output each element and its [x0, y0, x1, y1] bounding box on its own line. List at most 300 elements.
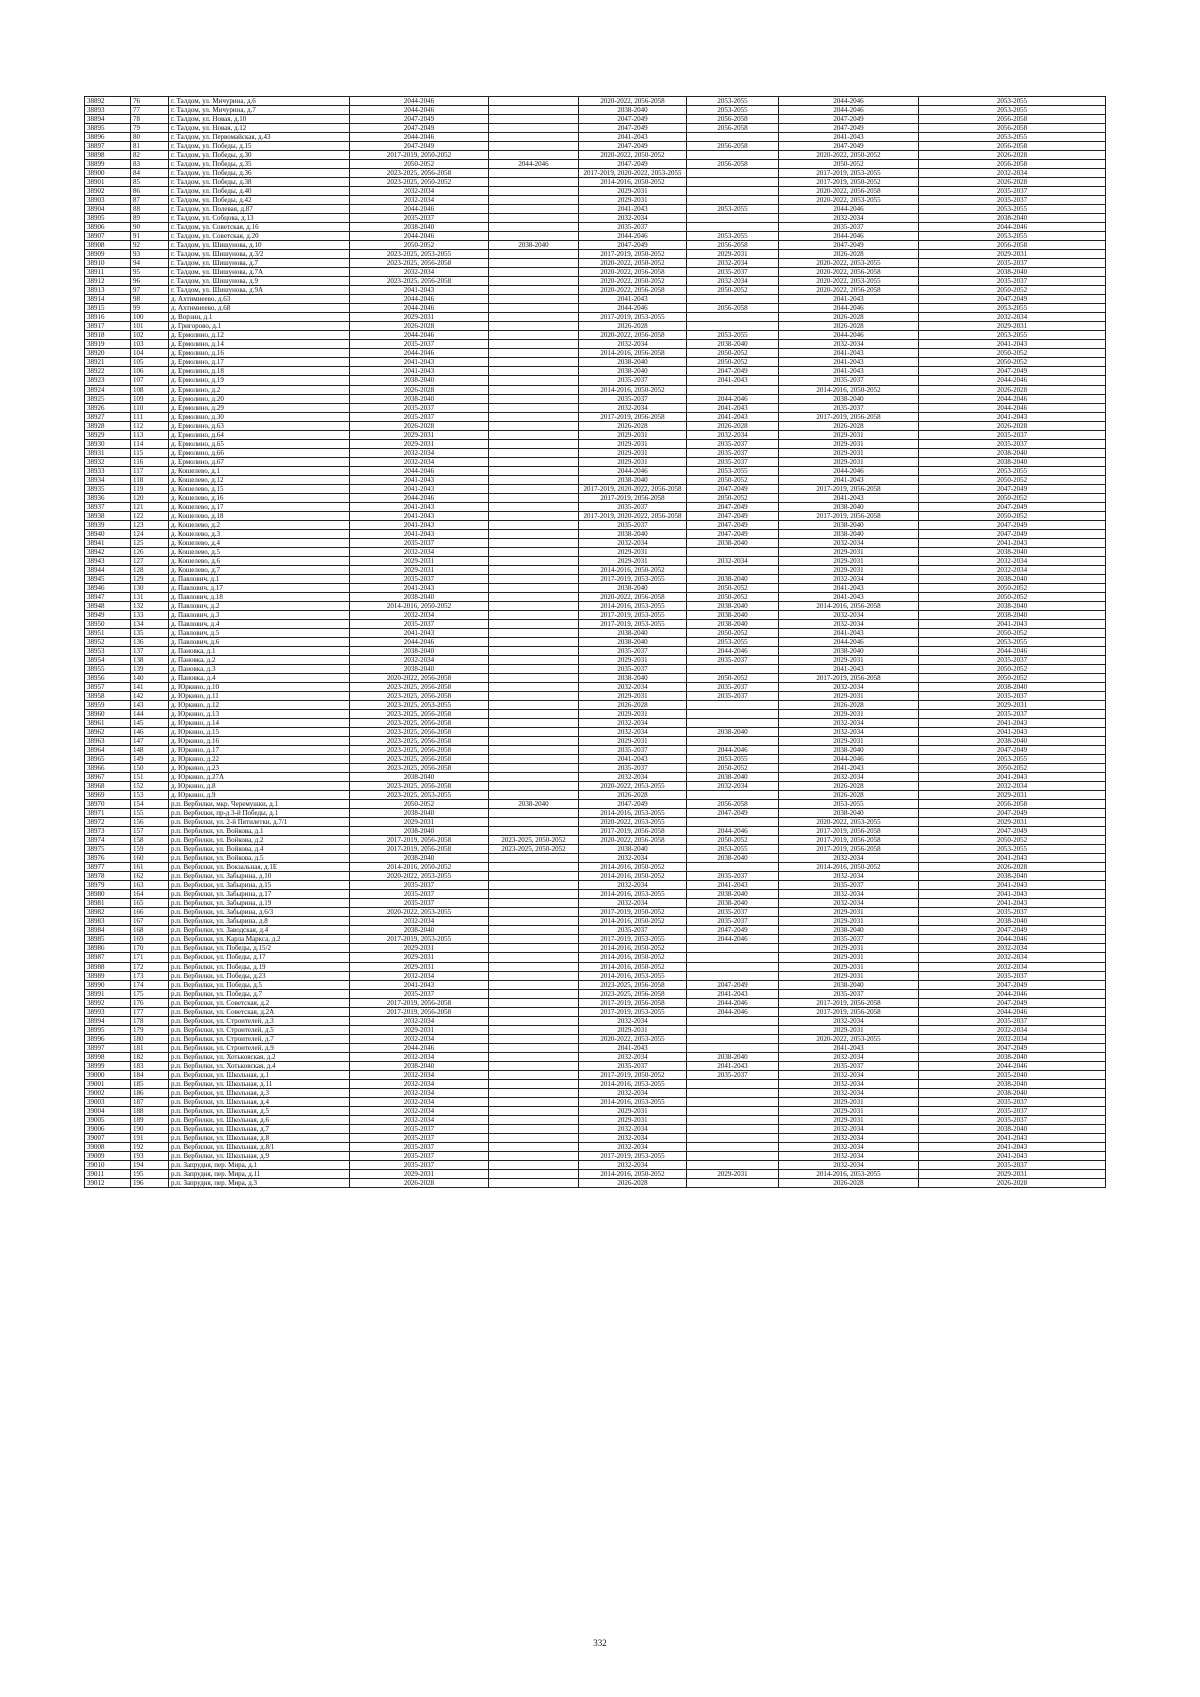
table-cell: 154 [131, 800, 169, 809]
table-cell: 2020-2022, 2056-2058 [579, 268, 687, 277]
table-cell: 146 [131, 728, 169, 737]
table-cell: 2047-2049 [919, 367, 1106, 376]
table-cell: 2041-2043 [350, 628, 489, 637]
table-cell: 2014-2016, 2053-2055 [579, 1097, 687, 1106]
table-cell: 2038-2040 [919, 1124, 1106, 1133]
table-cell: 130 [131, 583, 169, 592]
table-cell: д. Кошелево, д.18 [169, 511, 350, 520]
table-cell [489, 205, 579, 214]
table-cell: 2035-2037 [579, 764, 687, 773]
table-cell: р.п. Вербилки, ул. Хотьковская, д.4 [169, 1061, 350, 1070]
table-cell: 2032-2034 [687, 430, 779, 439]
table-cell: 2032-2034 [350, 187, 489, 196]
table-cell: 2032-2034 [779, 854, 919, 863]
table-cell: 131 [131, 592, 169, 601]
table-row [85, 1052, 1106, 1061]
table-cell: 142 [131, 692, 169, 701]
table-cell: 2032-2034 [579, 773, 687, 782]
table-cell: р.п. Вербилки, ул. Войкова, д.2 [169, 836, 350, 845]
table-cell: 2038-2040 [687, 601, 779, 610]
table-row [85, 628, 1106, 637]
table-cell: 2038-2040 [779, 502, 919, 511]
table-cell: 2047-2049 [919, 529, 1106, 538]
table-cell: г. Талдом, ул. Шишунова, д.7А [169, 268, 350, 277]
table-cell: 2029-2031 [579, 692, 687, 701]
table-cell: 2044-2046 [350, 349, 489, 358]
table-cell: 2020-2022, 2050-2052 [779, 151, 919, 160]
table-cell: 2032-2034 [579, 1160, 687, 1169]
table-cell: 2041-2043 [579, 1043, 687, 1052]
table-cell: 38933 [85, 466, 131, 475]
table-cell [489, 421, 579, 430]
table-cell: 2035-2037 [779, 989, 919, 998]
table-cell: 2047-2049 [779, 142, 919, 151]
table-cell: 38928 [85, 421, 131, 430]
table-cell: 2029-2031 [919, 250, 1106, 259]
table-cell: 2038-2040 [350, 1061, 489, 1070]
table-cell: 2038-2040 [350, 223, 489, 232]
table-cell [489, 899, 579, 908]
table-cell: 2032-2034 [919, 782, 1106, 791]
table-cell: г. Талдом, ул. Шишунова, д.9 [169, 277, 350, 286]
table-cell: р.п. Вербилки, ул. Забырина, д.15 [169, 881, 350, 890]
table-cell: 38949 [85, 610, 131, 619]
table-cell: 2047-2049 [687, 511, 779, 520]
table-cell: 2035-2037 [579, 376, 687, 385]
table-cell: 2032-2034 [350, 1034, 489, 1043]
table-cell: 2038-2040 [919, 448, 1106, 457]
table-cell: 115 [131, 448, 169, 457]
table-cell: 2014-2016, 2050-2052 [579, 863, 687, 872]
table-cell: д. Григорово, д.1 [169, 322, 350, 331]
table-cell: д. Юркино, д.27А [169, 773, 350, 782]
table-cell: 2035-2037 [779, 376, 919, 385]
table-cell: 2029-2031 [579, 737, 687, 746]
table-cell: 2032-2034 [779, 619, 919, 628]
table-cell [687, 1151, 779, 1160]
table-cell: 2029-2031 [350, 313, 489, 322]
table-cell: 38957 [85, 683, 131, 692]
table-cell [687, 322, 779, 331]
table-cell: 2038-2040 [579, 367, 687, 376]
table-cell: 2017-2019, 2056-2058 [350, 836, 489, 845]
table-row [85, 655, 1106, 664]
table-cell: 2017-2019, 2053-2055 [779, 169, 919, 178]
table-cell: 2038-2040 [779, 980, 919, 989]
table-cell: 151 [131, 773, 169, 782]
table-cell: 170 [131, 944, 169, 953]
table-cell: 2056-2058 [919, 142, 1106, 151]
table-cell: 158 [131, 836, 169, 845]
table-cell: 82 [131, 151, 169, 160]
table-cell: 38932 [85, 457, 131, 466]
table-cell: р.п. Вербилки, ул. Школьная, д.1 [169, 1070, 350, 1079]
table-cell [489, 556, 579, 565]
table-cell [489, 304, 579, 313]
table-cell: 2029-2031 [779, 692, 919, 701]
table-cell: 2050-2052 [687, 475, 779, 484]
table-cell: 2035-2037 [779, 935, 919, 944]
table-cell: 2029-2031 [579, 556, 687, 565]
table-cell: 2041-2043 [779, 367, 919, 376]
table-cell: 2032-2034 [350, 1106, 489, 1115]
table-cell: 2029-2031 [579, 457, 687, 466]
table-cell [489, 692, 579, 701]
table-cell: 2047-2049 [919, 980, 1106, 989]
table-cell: 2041-2043 [919, 538, 1106, 547]
table-cell: г. Талдом, ул. Собцова, д.13 [169, 214, 350, 223]
table-cell: 2029-2031 [579, 1115, 687, 1124]
table-cell: 2038-2040 [579, 628, 687, 637]
table-cell: 2047-2049 [579, 800, 687, 809]
table-cell: 2029-2031 [579, 710, 687, 719]
table-cell [489, 313, 579, 322]
table-cell: 2047-2049 [919, 1043, 1106, 1052]
table-cell: д. Павлович, д.2 [169, 601, 350, 610]
table-row [85, 106, 1106, 115]
table-cell: 2050-2052 [779, 160, 919, 169]
table-cell: 39005 [85, 1115, 131, 1124]
table-cell: д. Ворзин, д.1 [169, 313, 350, 322]
table-cell: 2047-2049 [579, 241, 687, 250]
table-cell: 106 [131, 367, 169, 376]
table-cell [489, 412, 579, 421]
table-row [85, 962, 1106, 971]
table-cell [489, 448, 579, 457]
table-cell: 2014-2016, 2050-2052 [579, 385, 687, 394]
table-cell: 38900 [85, 169, 131, 178]
table-cell: 2014-2016, 2050-2052 [579, 565, 687, 574]
table-cell: г. Талдом, ул. Советская, д.16 [169, 223, 350, 232]
table-cell: 2029-2031 [350, 962, 489, 971]
table-cell [687, 214, 779, 223]
table-cell: 2041-2043 [687, 412, 779, 421]
table-cell: 38982 [85, 908, 131, 917]
table-cell: 2050-2052 [687, 358, 779, 367]
table-cell: 2038-2040 [489, 800, 579, 809]
table-cell: 38913 [85, 286, 131, 295]
table-cell: 2020-2022, 2053-2055 [779, 196, 919, 205]
table-cell: 2017-2019, 2053-2055 [579, 313, 687, 322]
table-row [85, 890, 1106, 899]
table-cell: 2032-2034 [350, 457, 489, 466]
table-cell: 2038-2040 [779, 646, 919, 655]
table-cell: 2038-2040 [919, 268, 1106, 277]
table-cell: 2035-2037 [350, 538, 489, 547]
table-cell: 2035-2037 [350, 403, 489, 412]
table-cell: 2029-2031 [779, 908, 919, 917]
table-cell: 167 [131, 917, 169, 926]
table-cell: р.п. Вербилки, ул. Забырина, д.17 [169, 890, 350, 899]
table-cell: д. Ермолино, д.65 [169, 439, 350, 448]
table-cell: 2026-2028 [779, 791, 919, 800]
table-cell: 2041-2043 [779, 493, 919, 502]
table-cell: 2017-2019, 2050-2052 [579, 250, 687, 259]
table-cell: 38924 [85, 385, 131, 394]
table-cell: 2023-2025, 2056-2058 [579, 980, 687, 989]
table-cell: 76 [131, 97, 169, 106]
table-cell: 2032-2034 [779, 1133, 919, 1142]
table-cell [489, 214, 579, 223]
table-cell: 2041-2043 [919, 890, 1106, 899]
table-cell: 2032-2034 [779, 728, 919, 737]
table-cell: 2023-2025, 2056-2058 [350, 692, 489, 701]
table-row [85, 160, 1106, 169]
table-row [85, 565, 1106, 574]
table-cell: 2029-2031 [350, 1025, 489, 1034]
table-row [85, 674, 1106, 683]
table-cell [489, 133, 579, 142]
table-row [85, 935, 1106, 944]
table-cell: 2014-2016, 2050-2052 [579, 1169, 687, 1178]
table-cell: 2038-2040 [919, 917, 1106, 926]
table-cell: 2053-2055 [919, 133, 1106, 142]
table-cell: 2026-2028 [350, 421, 489, 430]
table-cell [489, 809, 579, 818]
table-cell: д. Кошелево, д.1 [169, 466, 350, 475]
table-cell: 2044-2046 [579, 466, 687, 475]
table-row [85, 1124, 1106, 1133]
table-cell: 2020-2022, 2053-2055 [579, 818, 687, 827]
table-cell: д. Ермолино, д.63 [169, 421, 350, 430]
table-cell [489, 674, 579, 683]
table-cell: 2017-2019, 2056-2058 [779, 845, 919, 854]
table-cell: р.п. Вербилки, ул. Школьная, д.6 [169, 1115, 350, 1124]
table-cell: 187 [131, 1097, 169, 1106]
table-cell: 2050-2052 [919, 674, 1106, 683]
table-cell: 2035-2037 [350, 619, 489, 628]
table-cell [687, 1124, 779, 1133]
table-cell: 2053-2055 [919, 755, 1106, 764]
table-cell: 39009 [85, 1151, 131, 1160]
table-cell: 2044-2046 [350, 304, 489, 313]
table-cell: 38985 [85, 935, 131, 944]
table-cell: 122 [131, 511, 169, 520]
table-cell: 2050-2052 [687, 592, 779, 601]
table-cell: 2041-2043 [350, 529, 489, 538]
table-cell: 2035-2037 [579, 1061, 687, 1070]
table-cell [489, 962, 579, 971]
table-row [85, 142, 1106, 151]
table-cell: 2038-2040 [350, 773, 489, 782]
table-cell [489, 646, 579, 655]
table-cell: 2020-2022, 2053-2055 [779, 1034, 919, 1043]
table-cell: 2035-2037 [350, 890, 489, 899]
table-cell: 2014-2016, 2053-2055 [579, 809, 687, 818]
table-cell: д. Кошелево, д.5 [169, 547, 350, 556]
table-cell [489, 1133, 579, 1142]
table-cell: 2023-2025, 2056-2058 [350, 683, 489, 692]
table-cell: 2017-2019, 2056-2058 [779, 412, 919, 421]
table-cell [489, 142, 579, 151]
table-cell: р.п. Вербилки, ул. Войкова, д.4 [169, 845, 350, 854]
table-cell: 2038-2040 [919, 601, 1106, 610]
table-cell: д. Ермолино, д.12 [169, 331, 350, 340]
table-row [85, 124, 1106, 133]
table-cell: 2035-2037 [687, 908, 779, 917]
table-cell: 2032-2034 [919, 962, 1106, 971]
table-cell: 38974 [85, 836, 131, 845]
table-cell: 2053-2055 [919, 232, 1106, 241]
table-row [85, 358, 1106, 367]
table-cell: 2026-2028 [579, 791, 687, 800]
table-cell: 126 [131, 547, 169, 556]
table-cell: 2044-2046 [919, 394, 1106, 403]
table-cell: 2044-2046 [779, 755, 919, 764]
table-row [85, 1097, 1106, 1106]
table-cell: 38940 [85, 529, 131, 538]
table-cell [489, 1178, 579, 1187]
table-cell [489, 908, 579, 917]
table-cell: р.п. Вербилки, ул. Забырина, д.19 [169, 899, 350, 908]
table-cell: 2032-2034 [579, 403, 687, 412]
table-cell: 2053-2055 [919, 97, 1106, 106]
table-cell: г. Талдом, ул. Победы, д.36 [169, 169, 350, 178]
table-cell: 2035-2040 [919, 1070, 1106, 1079]
table-cell: 2014-2016, 2056-2058 [579, 349, 687, 358]
table-cell: 2035-2037 [687, 655, 779, 664]
table-cell: 2044-2046 [687, 998, 779, 1007]
table-cell: д. Юркино, д.17 [169, 746, 350, 755]
table-cell: 2038-2040 [579, 845, 687, 854]
table-cell: д. Юркино, д.10 [169, 683, 350, 692]
table-cell: 2035-2037 [919, 1106, 1106, 1115]
table-cell: 96 [131, 277, 169, 286]
table-cell [489, 710, 579, 719]
table-cell: 2023-2025, 2056-2058 [350, 710, 489, 719]
table-cell [489, 475, 579, 484]
table-cell: д. Пановка, д.2 [169, 655, 350, 664]
table-cell: р.п. Вербилки, ул. Школьная, д.8 [169, 1133, 350, 1142]
table-cell: 38978 [85, 872, 131, 881]
table-cell: 2029-2031 [579, 448, 687, 457]
table-cell: 2035-2037 [919, 710, 1106, 719]
table-cell [489, 250, 579, 259]
table-row [85, 637, 1106, 646]
table-cell: р.п. Вербилки, ул. Хотьковская, д.2 [169, 1052, 350, 1061]
table-cell: р.п. Вербилки, ул. Забырина, д.10 [169, 872, 350, 881]
table-cell: 2041-2043 [779, 133, 919, 142]
table-cell: 2041-2043 [350, 367, 489, 376]
table-cell [687, 1043, 779, 1052]
table-cell: 2041-2043 [919, 728, 1106, 737]
table-cell [489, 746, 579, 755]
table-cell: р.п. Вербилки, ул. Победы, д.19 [169, 962, 350, 971]
table-cell: 38916 [85, 313, 131, 322]
table-cell: 2029-2031 [779, 962, 919, 971]
table-cell: 2029-2031 [919, 791, 1106, 800]
table-row [85, 313, 1106, 322]
table-cell: 38929 [85, 430, 131, 439]
table-cell [687, 962, 779, 971]
table-cell: 168 [131, 926, 169, 935]
table-cell: 2044-2046 [779, 106, 919, 115]
table-cell [489, 322, 579, 331]
table-cell [687, 547, 779, 556]
table-row [85, 809, 1106, 818]
table-cell: 2032-2034 [919, 1034, 1106, 1043]
table-cell: 2032-2034 [350, 1052, 489, 1061]
table-cell [489, 97, 579, 106]
table-cell: 2047-2049 [579, 124, 687, 133]
table-cell: д. Кошелево, д.12 [169, 475, 350, 484]
table-cell: 2047-2049 [919, 746, 1106, 755]
table-cell: д. Павлович, д.3 [169, 610, 350, 619]
table-cell: 136 [131, 637, 169, 646]
table-cell [489, 664, 579, 673]
table-cell: 39006 [85, 1124, 131, 1133]
table-cell: 84 [131, 169, 169, 178]
table-cell: 2017-2019, 2056-2058 [350, 998, 489, 1007]
table-row [85, 1043, 1106, 1052]
table-cell: р.п. Вербилки, мкр. Черемушки, д.1 [169, 800, 350, 809]
table-cell: 80 [131, 133, 169, 142]
table-cell: 2047-2049 [919, 926, 1106, 935]
table-cell: 2050-2052 [919, 628, 1106, 637]
table-cell: 2044-2046 [919, 376, 1106, 385]
table-cell: р.п. Вербилки, ул. Забырина, д.6/3 [169, 908, 350, 917]
table-cell: 2035-2037 [579, 664, 687, 673]
table-cell: 2029-2031 [779, 655, 919, 664]
table-cell: 38967 [85, 773, 131, 782]
table-cell: 2038-2040 [919, 547, 1106, 556]
table-cell: 2047-2049 [687, 484, 779, 493]
table-cell: 2047-2049 [919, 484, 1106, 493]
table-cell: 133 [131, 610, 169, 619]
table-cell: 175 [131, 989, 169, 998]
table-cell: 2017-2019, 2056-2058 [579, 412, 687, 421]
table-cell: 2035-2037 [687, 692, 779, 701]
table-cell: 171 [131, 953, 169, 962]
table-cell: д. Кошелево, д.4 [169, 538, 350, 547]
table-cell: 2044-2046 [919, 646, 1106, 655]
table-cell: 112 [131, 421, 169, 430]
table-row [85, 151, 1106, 160]
table-row [85, 583, 1106, 592]
table-cell [489, 601, 579, 610]
table-cell: д. Ермолино, д.66 [169, 448, 350, 457]
table-cell: 2035-2037 [350, 1133, 489, 1142]
table-cell: 127 [131, 556, 169, 565]
table-cell: 138 [131, 655, 169, 664]
table-cell: 2029-2031 [687, 250, 779, 259]
table-cell [489, 349, 579, 358]
table-cell: 2044-2046 [350, 295, 489, 304]
table-cell: 38965 [85, 755, 131, 764]
table-cell: 2044-2046 [919, 403, 1106, 412]
table-cell [687, 1079, 779, 1088]
table-cell: 2032-2034 [579, 881, 687, 890]
table-cell: 2044-2046 [350, 205, 489, 214]
table-cell: 2041-2043 [779, 295, 919, 304]
table-cell: 2020-2022, 2053-2055 [779, 818, 919, 827]
table-cell: 2044-2046 [779, 637, 919, 646]
table-row [85, 97, 1106, 106]
table-cell: 2035-2037 [579, 746, 687, 755]
table-cell: г. Талдом, ул. Новая, д.10 [169, 115, 350, 124]
table-cell: 2056-2058 [919, 241, 1106, 250]
table-cell: 2035-2037 [687, 439, 779, 448]
table-row [85, 232, 1106, 241]
table-cell: 2014-2016, 2050-2052 [779, 385, 919, 394]
table-row [85, 1160, 1106, 1169]
table-cell: 89 [131, 214, 169, 223]
table-cell: 2032-2034 [350, 971, 489, 980]
table-cell: 38963 [85, 737, 131, 746]
table-cell: 2050-2052 [350, 160, 489, 169]
table-row [85, 917, 1106, 926]
table-cell: 38997 [85, 1043, 131, 1052]
